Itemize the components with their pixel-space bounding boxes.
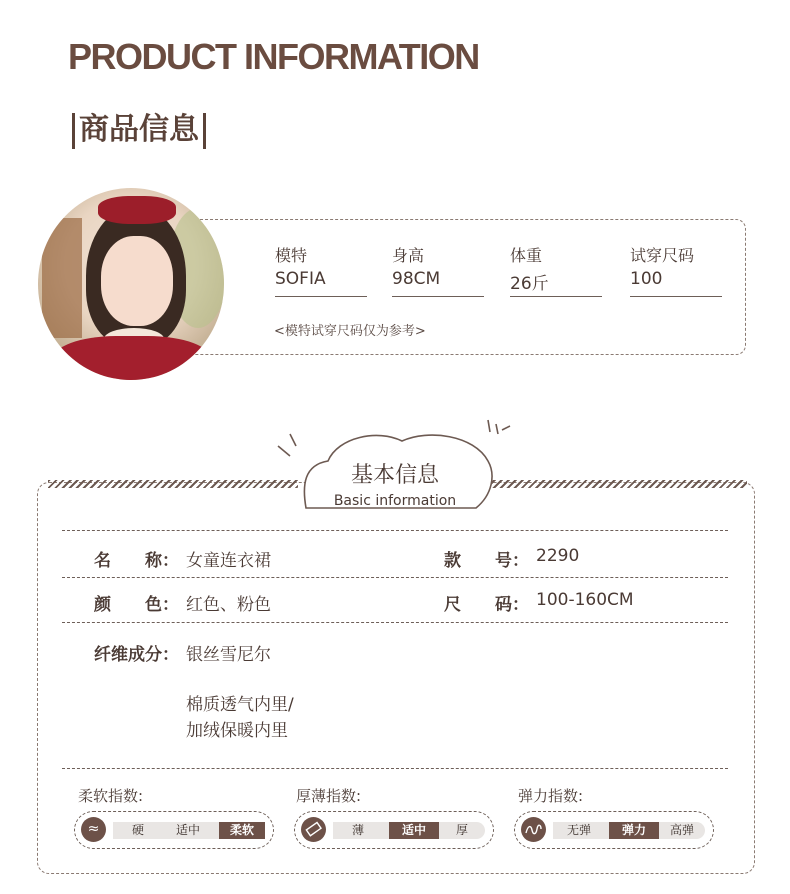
model-column-height — [392, 243, 484, 297]
style-label: 款 号： — [444, 551, 529, 571]
divider — [62, 622, 728, 623]
model-note: <模特试穿尺码仅为参考> — [274, 324, 426, 339]
lining-value-2: 加绒保暖内里 — [186, 721, 288, 741]
page-title-cn — [68, 104, 210, 149]
fiber-label: 纤维成分： — [94, 645, 179, 665]
divider — [62, 577, 728, 578]
elasticity-index-label: 弹力指数: — [518, 787, 584, 805]
size-label: 尺 码： — [444, 595, 529, 615]
name-label: 名 称： — [94, 551, 179, 571]
thickness-index-scale — [294, 811, 494, 849]
sparkle-right-icon — [484, 418, 512, 440]
title-divider — [203, 113, 206, 149]
thickness-option: 厚 — [455, 823, 468, 837]
ruler-icon — [301, 817, 326, 842]
fiber-value: 银丝雪尼尔 — [186, 645, 271, 665]
elasticity-option-selected: 弹力 — [609, 822, 659, 839]
page-title-cn-text: 商品信息 — [79, 112, 199, 147]
color-value: 红色、粉色 — [186, 595, 271, 615]
softness-option: 硬 — [131, 823, 144, 837]
model-label: 体重 — [510, 246, 543, 265]
thickness-option: 薄 — [351, 823, 364, 837]
model-value: SOFIA — [275, 269, 367, 297]
lining-value-1: 棉质透气内里/ — [186, 695, 294, 715]
model-value: 26斤 — [510, 269, 602, 297]
softness-option-selected: 柔软 — [219, 822, 265, 839]
basic-info-subtitle: Basic information — [333, 493, 457, 509]
name-value: 女童连衣裙 — [186, 551, 271, 571]
softness-track — [113, 822, 265, 839]
thickness-index-label: 厚薄指数: — [296, 787, 362, 805]
title-divider — [72, 113, 75, 149]
spring-icon — [521, 817, 546, 842]
model-column-weight — [510, 243, 602, 297]
softness-index-label: 柔软指数: — [78, 787, 144, 805]
basic-info-title: 基本信息 — [350, 463, 439, 488]
model-label: 身高 — [392, 246, 425, 265]
page-title-en: PRODUCT INFORMATION — [68, 36, 479, 77]
model-label: 试穿尺码 — [630, 246, 695, 265]
elasticity-option: 高弹 — [669, 823, 694, 837]
model-photo — [38, 188, 224, 380]
elasticity-track — [553, 822, 705, 839]
elasticity-index-scale — [514, 811, 714, 849]
divider — [62, 768, 728, 769]
thickness-option-selected: 适中 — [389, 822, 439, 839]
thickness-track — [333, 822, 485, 839]
model-column-size — [630, 243, 722, 297]
wave-icon: ≈ — [81, 817, 106, 842]
model-value: 100 — [630, 269, 722, 297]
size-value: 100-160CM — [536, 590, 634, 610]
color-label: 颜 色： — [94, 595, 179, 615]
model-column-name — [275, 243, 367, 297]
softness-option: 适中 — [175, 823, 200, 837]
model-value: 98CM — [392, 269, 484, 297]
model-label: 模特 — [275, 246, 308, 265]
style-value: 2290 — [536, 546, 580, 566]
elasticity-option: 无弹 — [566, 823, 591, 837]
softness-index-scale — [74, 811, 274, 849]
divider — [62, 530, 728, 531]
